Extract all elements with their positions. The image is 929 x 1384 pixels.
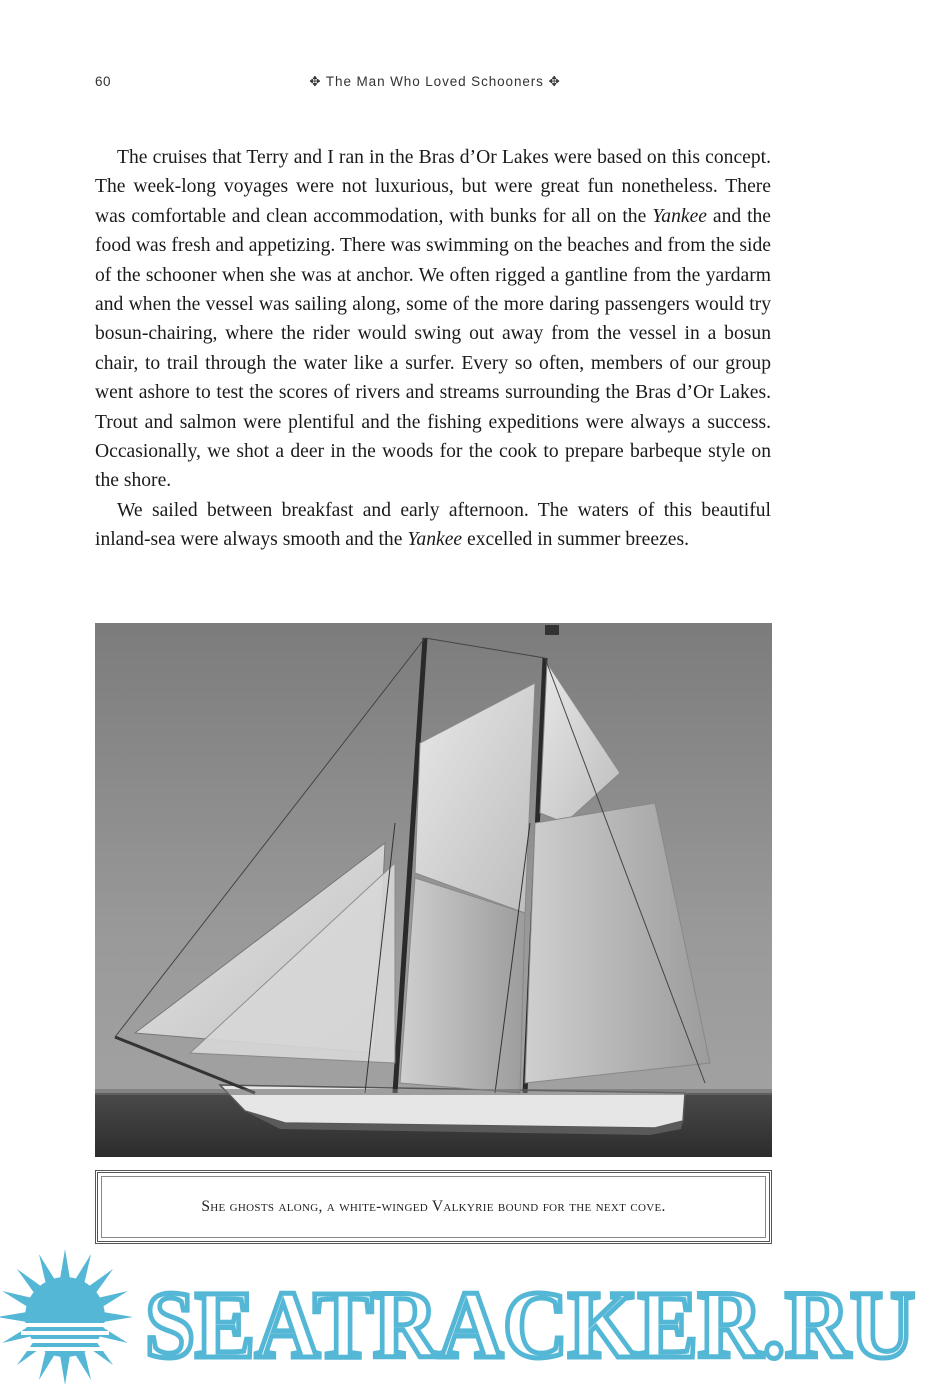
schooner-photo bbox=[95, 623, 772, 1157]
watermark bbox=[0, 1245, 929, 1384]
ship-name-yankee: Yankee bbox=[407, 529, 463, 551]
paragraph-2-part-1: We sailed between breakfast and early afternoon. The waters of this beautiful inland-sea were always smooth and the bbox=[95, 499, 771, 551]
paragraph-2 bbox=[95, 496, 771, 555]
body-text bbox=[95, 143, 771, 555]
paragraph-1 bbox=[95, 143, 771, 496]
paragraph-1-part-1: The cruises that Terry and I ran in the Bras d’Or Lakes were based on this concept. The week-long voyages were not luxurious, but were great fun nonetheless. There was comfortable and clean accommodation, with bunks for all on the bbox=[95, 147, 771, 227]
ship-name-yankee: Yankee bbox=[652, 205, 707, 227]
caption-frame bbox=[95, 1170, 772, 1244]
photo-caption: She ghosts along, a white-winged Valkyrie bound for the next cove. bbox=[101, 1176, 766, 1238]
sun-burst-icon bbox=[0, 1249, 133, 1384]
schooner-illustration bbox=[95, 623, 772, 1157]
running-title: ✥ The Man Who Loved Schooners ✥ bbox=[309, 74, 561, 89]
watermark-text: SEATRACKER.RU bbox=[145, 1271, 915, 1378]
watermark-graphic bbox=[0, 1245, 929, 1384]
paragraph-1-part-2: and the food was fresh and appetizing. There was swimming on the beaches and from the side of the schooner when she was at anchor. We often rigged a gantline from the yardarm and when the vessel was sailing along, some of the more daring passengers would try bosun-chairing, where the rider would swing out away from the vessel in a bosun chair, to trail through the water like a surfer. Every so often, members of our group went ashore to test the scores of rivers and streams surrounding the Bras d’Or Lakes. Trout and salmon were plentiful and the fishing expeditions were always a success. Occasionally, we shot a deer in the woods for the cook to prepare barbeque style on the shore. bbox=[95, 205, 772, 492]
page-number: 60 bbox=[95, 74, 112, 89]
running-header bbox=[95, 74, 775, 94]
paragraph-2-part-2: excelled in summer breezes. bbox=[462, 529, 689, 551]
